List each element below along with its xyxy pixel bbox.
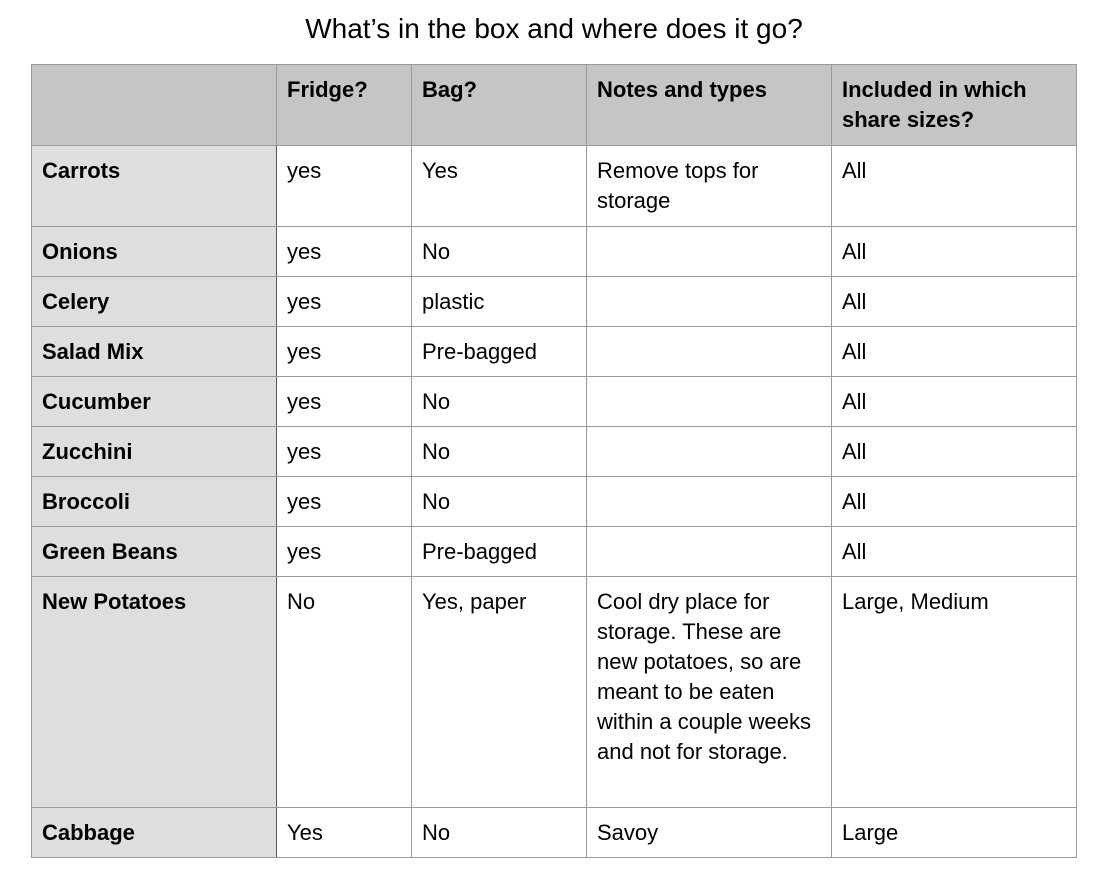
cell-bag: No	[412, 427, 587, 477]
cell-notes: Savoy	[587, 808, 832, 858]
cell-bag: Pre-bagged	[412, 527, 587, 577]
cell-share-sizes: All	[832, 427, 1077, 477]
table-row	[32, 146, 1077, 227]
table-row	[32, 327, 1077, 377]
header-cell-bag: Bag?	[412, 65, 587, 146]
cell-notes	[587, 477, 832, 527]
table-header	[32, 65, 1077, 146]
cell-fridge: yes	[277, 527, 412, 577]
table-row	[32, 427, 1077, 477]
cell-notes	[587, 427, 832, 477]
header-cell-fridge: Fridge?	[277, 65, 412, 146]
table-row	[32, 377, 1077, 427]
cell-bag: No	[412, 477, 587, 527]
table-row	[32, 277, 1077, 327]
table-body	[32, 146, 1077, 858]
cell-share-sizes: Large	[832, 808, 1077, 858]
row-label: Broccoli	[32, 477, 277, 527]
row-label: Green Beans	[32, 527, 277, 577]
cell-share-sizes: All	[832, 227, 1077, 277]
header-cell-item	[32, 65, 277, 146]
cell-notes: Cool dry place for storage. These are new potatoes, so are meant to be eaten within a couple weeks and not for storage.	[587, 577, 832, 808]
cell-fridge: yes	[277, 377, 412, 427]
header-cell-share-sizes: Included in which share sizes?	[832, 65, 1077, 146]
row-label: Cucumber	[32, 377, 277, 427]
cell-fridge: Yes	[277, 808, 412, 858]
table-row	[32, 227, 1077, 277]
cell-notes: Remove tops for storage	[587, 146, 832, 227]
cell-fridge: yes	[277, 227, 412, 277]
cell-notes	[587, 227, 832, 277]
produce-table	[31, 64, 1077, 858]
cell-bag: No	[412, 227, 587, 277]
cell-notes	[587, 527, 832, 577]
cell-share-sizes: All	[832, 377, 1077, 427]
row-label: Salad Mix	[32, 327, 277, 377]
table-row	[32, 527, 1077, 577]
cell-bag: No	[412, 808, 587, 858]
cell-share-sizes: All	[832, 146, 1077, 227]
row-label: Carrots	[32, 146, 277, 227]
cell-share-sizes: All	[832, 277, 1077, 327]
cell-share-sizes: Large, Medium	[832, 577, 1077, 808]
header-cell-notes: Notes and types	[587, 65, 832, 146]
cell-fridge: yes	[277, 277, 412, 327]
page-title: What’s in the box and where does it go?	[305, 13, 803, 44]
cell-bag: Yes, paper	[412, 577, 587, 808]
cell-notes	[587, 327, 832, 377]
row-label: Cabbage	[32, 808, 277, 858]
row-label: Onions	[32, 227, 277, 277]
table-row	[32, 577, 1077, 808]
cell-fridge: No	[277, 577, 412, 808]
row-label: Celery	[32, 277, 277, 327]
table-row	[32, 808, 1077, 858]
cell-bag: plastic	[412, 277, 587, 327]
row-label: Zucchini	[32, 427, 277, 477]
cell-fridge: yes	[277, 146, 412, 227]
table-row	[32, 477, 1077, 527]
cell-fridge: yes	[277, 427, 412, 477]
cell-fridge: yes	[277, 327, 412, 377]
cell-notes	[587, 377, 832, 427]
cell-notes	[587, 277, 832, 327]
cell-fridge: yes	[277, 477, 412, 527]
row-label: New Potatoes	[32, 577, 277, 808]
cell-share-sizes: All	[832, 327, 1077, 377]
cell-bag: Pre-bagged	[412, 327, 587, 377]
cell-bag: No	[412, 377, 587, 427]
cell-share-sizes: All	[832, 527, 1077, 577]
cell-share-sizes: All	[832, 477, 1077, 527]
cell-bag: Yes	[412, 146, 587, 227]
